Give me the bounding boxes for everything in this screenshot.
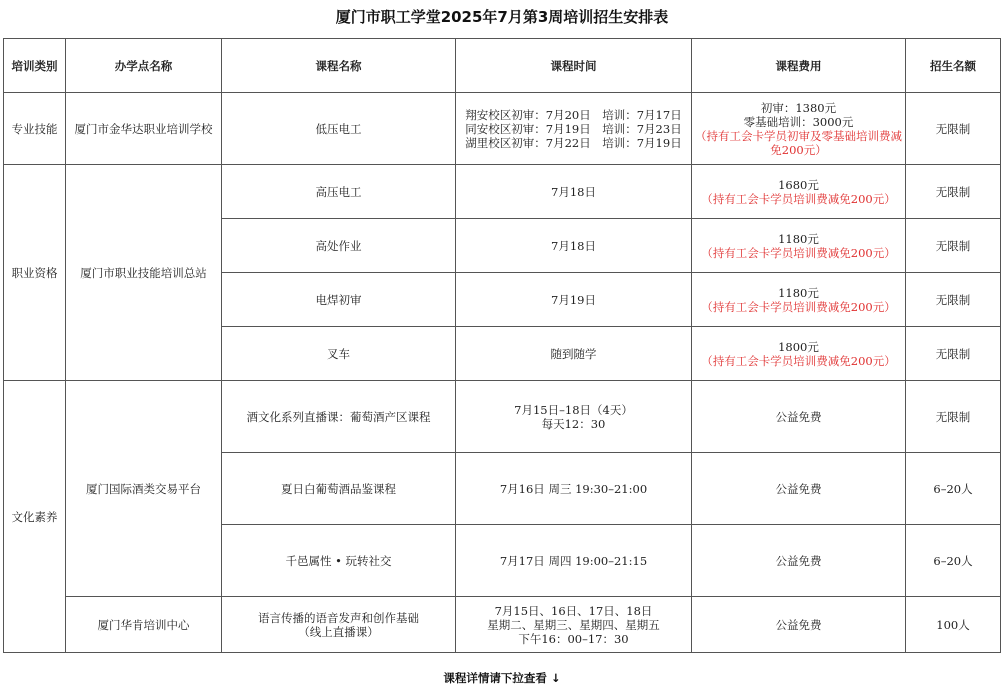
fee-discount-note: （持有工会卡学员培训费减免200元） xyxy=(701,245,896,260)
category-cell: 文化素养 xyxy=(4,381,66,653)
time-cell xyxy=(456,381,692,453)
fee-cell xyxy=(692,93,906,165)
quota-cell: 6–20人 xyxy=(906,453,1001,525)
school-cell: 厦门市金华达职业培训学校 xyxy=(66,93,222,165)
time-line: 7月15日、16日、17日、18日 xyxy=(494,603,653,618)
quota-cell: 6–20人 xyxy=(906,525,1001,597)
time-line: 星期二、星期三、星期四、星期五 xyxy=(487,617,660,632)
time-cell: 7月18日 xyxy=(456,165,692,219)
course-cell: 酒文化系列直播课：葡萄酒产区课程 xyxy=(222,381,456,453)
fee-discount-note: （持有工会卡学员培训费减免200元） xyxy=(701,191,896,206)
time-line: 下午16：00–17：30 xyxy=(518,631,629,646)
school-cell: 厦门国际酒类交易平台 xyxy=(66,381,222,597)
quota-cell: 无限制 xyxy=(906,93,1001,165)
fee-cell xyxy=(692,273,906,327)
fee-cell: 公益免费 xyxy=(692,525,906,597)
time-line: 湖里校区初审：7月22日 培训：7月19日 xyxy=(465,135,682,150)
schedule-table xyxy=(3,38,1001,653)
scroll-hint[interactable] xyxy=(0,670,1004,686)
fee-line: 1680元 xyxy=(778,177,819,192)
course-cell: 叉车 xyxy=(222,327,456,381)
time-cell: 7月17日 周四 19:00–21:15 xyxy=(456,525,692,597)
fee-line: 1180元 xyxy=(778,285,819,300)
time-cell: 随到随学 xyxy=(456,327,692,381)
quota-cell: 无限制 xyxy=(906,327,1001,381)
fee-cell xyxy=(692,219,906,273)
time-line: 7月15日–18日（4天） xyxy=(514,402,633,417)
header-category: 培训类别 xyxy=(4,39,66,93)
school-cell: 厦门华肯培训中心 xyxy=(66,597,222,653)
header-course: 课程名称 xyxy=(222,39,456,93)
fee-cell: 公益免费 xyxy=(692,453,906,525)
course-cell xyxy=(222,597,456,653)
scroll-hint-text: 课程详情请下拉查看 xyxy=(443,671,547,685)
down-arrow-icon: ↓ xyxy=(550,671,561,685)
category-cell: 专业技能 xyxy=(4,93,66,165)
time-line: 翔安校区初审：7月20日 培训：7月17日 xyxy=(465,107,682,122)
header-fee: 课程费用 xyxy=(692,39,906,93)
fee-cell: 公益免费 xyxy=(692,597,906,653)
table-row xyxy=(4,381,1001,453)
school-cell: 厦门市职业技能培训总站 xyxy=(66,165,222,381)
fee-cell xyxy=(692,165,906,219)
quota-cell: 无限制 xyxy=(906,381,1001,453)
time-line: 每天12：30 xyxy=(541,416,606,431)
fee-line: 1800元 xyxy=(778,339,819,354)
time-cell xyxy=(456,597,692,653)
time-cell: 7月16日 周三 19:30–21:00 xyxy=(456,453,692,525)
time-line: 同安校区初审：7月19日 培训：7月23日 xyxy=(465,121,682,136)
fee-discount-note: （持有工会卡学员培训费减免200元） xyxy=(701,353,896,368)
table-row xyxy=(4,597,1001,653)
header-time: 课程时间 xyxy=(456,39,692,93)
course-cell: 电焊初审 xyxy=(222,273,456,327)
fee-discount-note: （持有工会卡学员培训费减免200元） xyxy=(701,299,896,314)
fee-line: 初审：1380元 xyxy=(760,100,837,115)
page-title: 厦门市职工学堂2025年7月第3周培训招生安排表 xyxy=(335,8,669,26)
quota-cell: 100人 xyxy=(906,597,1001,653)
header-school: 办学点名称 xyxy=(66,39,222,93)
fee-cell xyxy=(692,327,906,381)
table-row xyxy=(4,165,1001,219)
time-cell xyxy=(456,93,692,165)
time-cell: 7月19日 xyxy=(456,273,692,327)
course-line: 语言传播的语音发声和创作基础 xyxy=(258,610,419,625)
course-cell: 高处作业 xyxy=(222,219,456,273)
table-header-row xyxy=(4,39,1001,93)
quota-cell: 无限制 xyxy=(906,219,1001,273)
fee-line: 1180元 xyxy=(778,231,819,246)
quota-cell: 无限制 xyxy=(906,165,1001,219)
course-cell: 低压电工 xyxy=(222,93,456,165)
course-cell: 千邑属性 • 玩转社交 xyxy=(222,525,456,597)
course-cell: 高压电工 xyxy=(222,165,456,219)
time-cell: 7月18日 xyxy=(456,219,692,273)
quota-cell: 无限制 xyxy=(906,273,1001,327)
table-row xyxy=(4,93,1001,165)
course-line: （线上直播课） xyxy=(298,624,379,639)
fee-cell: 公益免费 xyxy=(692,381,906,453)
category-cell: 职业资格 xyxy=(4,165,66,381)
fee-line: 零基础培训：3000元 xyxy=(743,114,854,129)
fee-discount-note: （持有工会卡学员初审及零基础培训费减免200元） xyxy=(695,128,902,157)
header-quota: 招生名额 xyxy=(906,39,1001,93)
course-cell: 夏日白葡萄酒品鉴课程 xyxy=(222,453,456,525)
